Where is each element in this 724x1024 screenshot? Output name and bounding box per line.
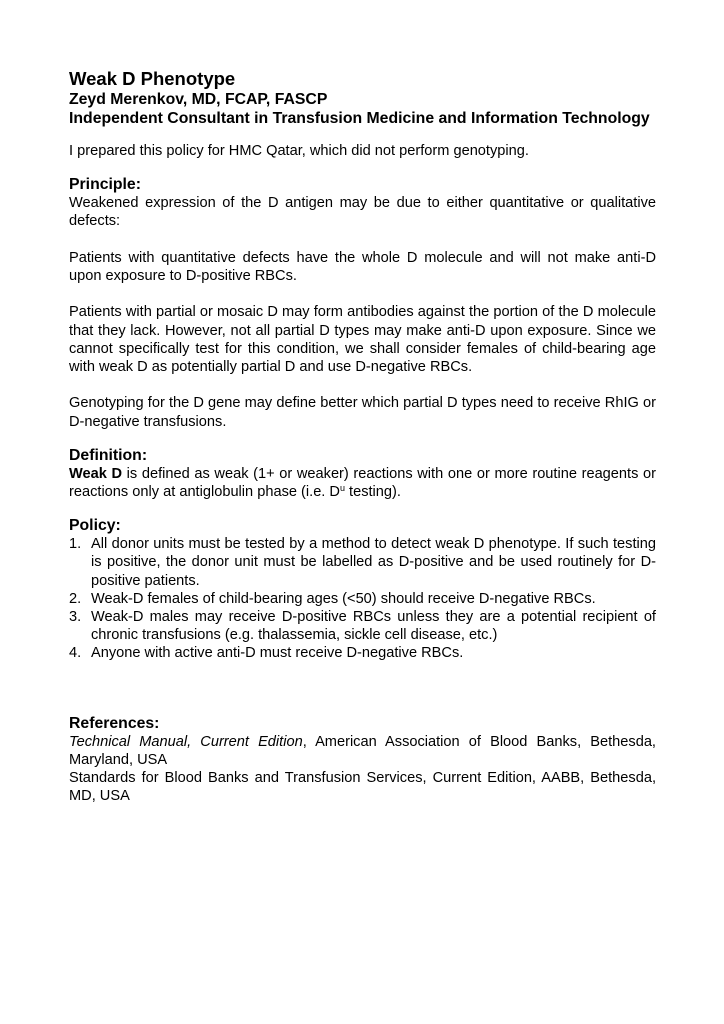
definition-text: is defined as weak (1+ or weaker) reactions with one or more routine reagents or reactions only at antiglobulin phase (i.e. D bbox=[69, 465, 656, 500]
reference-details: , American Association of Blood Banks, Bethesda, Maryland, USA bbox=[69, 733, 656, 768]
reference-title: Technical Manual, Current Edition bbox=[69, 733, 303, 750]
author-line: Zeyd Merenkov, MD, FCAP, FASCP bbox=[69, 91, 328, 108]
definition-term: Weak D bbox=[69, 465, 123, 482]
principle-heading: Principle: bbox=[69, 176, 141, 194]
document-title: Weak D Phenotype bbox=[69, 68, 236, 89]
policy-item-number: 1. bbox=[69, 536, 82, 553]
definition-text-end: testing). bbox=[344, 484, 401, 500]
references-section bbox=[69, 715, 656, 806]
policy-item-number: 2. bbox=[69, 590, 82, 607]
reference-item bbox=[69, 769, 656, 805]
principle-paragraph: Patients with quantitative defects have the whole D molecule and will not make anti-D upon exposure to D-positive RBCs. bbox=[69, 249, 656, 284]
policy-item-text: Anyone with active anti-D must receive D-negative RBCs. bbox=[91, 645, 464, 662]
definition-section bbox=[69, 447, 656, 501]
policy-section bbox=[69, 517, 656, 662]
intro-note: I prepared this policy for HMC Qatar, which did not perform genotyping. bbox=[69, 143, 529, 159]
policy-item-number: 3. bbox=[69, 609, 82, 626]
policy-item-number: 4. bbox=[69, 645, 82, 662]
policy-heading: Policy: bbox=[69, 517, 121, 535]
definition-paragraph bbox=[69, 465, 656, 501]
policy-item-text: Weak-D males may receive D-positive RBCs unless they are a potential recipient of chronic transfusions (e.g. thalassemia, sickle cell disease, etc.) bbox=[91, 609, 656, 644]
policy-item bbox=[69, 608, 656, 644]
policy-item-text: All donor units must be tested by a method to detect weak D phenotype. If such testing is positive, the donor unit must be labelled as D-positive and be used routinely for D-positive patients. bbox=[91, 536, 656, 589]
policy-item-text: Weak-D females of child-bearing ages (<50) should receive D-negative RBCs. bbox=[91, 590, 596, 607]
principle-paragraph: Genotyping for the D gene may define better which partial D types need to receive RhIG or D-negative transfusions. bbox=[69, 395, 656, 430]
affiliation-line: Independent Consultant in Transfusion Medicine and Information Technology bbox=[69, 110, 650, 127]
policy-list bbox=[69, 535, 656, 662]
reference-details: Standards for Blood Banks and Transfusion Services, Current Edition, AABB, Bethesda, MD, USA bbox=[69, 770, 656, 805]
document-page bbox=[69, 68, 656, 805]
reference-item bbox=[69, 733, 656, 769]
principle-section bbox=[69, 176, 656, 431]
policy-item bbox=[69, 590, 656, 608]
definition-heading: Definition: bbox=[69, 446, 148, 464]
definition-superscript: u bbox=[339, 483, 345, 493]
policy-item bbox=[69, 644, 656, 662]
policy-item bbox=[69, 535, 656, 590]
references-heading: References: bbox=[69, 714, 160, 732]
principle-paragraph: Weakened expression of the D antigen may be due to either quantitative or qualitative defects: bbox=[69, 195, 656, 230]
principle-paragraph: Patients with partial or mosaic D may form antibodies against the portion of the D molecule that they lack. However, not all partial D types may make anti-D upon exposure. Since we cannot specifically test for this condition, we shall consider females of child-bearing age with weak D as potentially partial D and use D-negative RBCs. bbox=[69, 304, 656, 375]
